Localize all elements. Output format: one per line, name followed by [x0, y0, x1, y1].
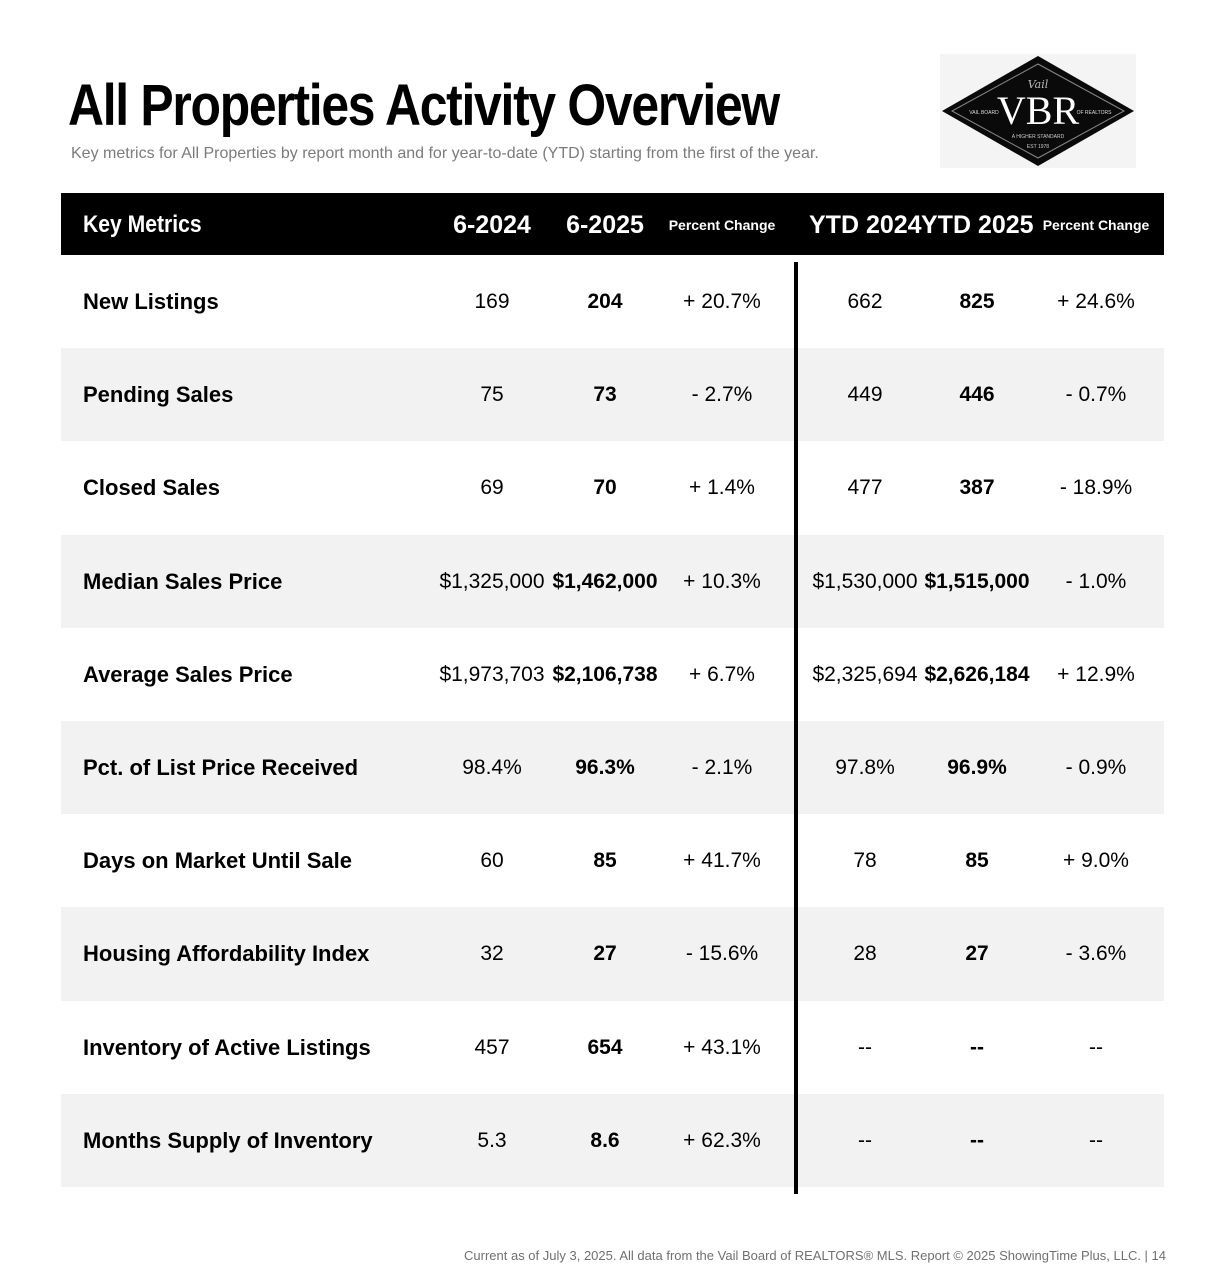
table-row — [61, 1001, 1164, 1094]
ytd-percent-change: -- — [1089, 1128, 1103, 1152]
ytd-2025-value: $2,626,184 — [924, 662, 1030, 686]
month-percent-change: - 2.7% — [691, 383, 753, 407]
month-percent-change: - 15.6% — [685, 942, 759, 966]
table-row — [61, 441, 1164, 534]
month-percent-change: + 6.7% — [689, 662, 755, 686]
ytd-2025-value: 825 — [959, 290, 995, 313]
month-2025-value: 27 — [593, 942, 617, 966]
ytd-2025-value: 96.9% — [947, 755, 1007, 779]
logo-established: EST 1978 — [1026, 144, 1050, 150]
month-2024-value: 98.4% — [462, 755, 522, 779]
ytd-percent-change: + 24.6% — [1057, 290, 1135, 313]
ytd-percent-change: - 18.9% — [1059, 476, 1133, 500]
table-row — [61, 721, 1164, 814]
ytd-2024-value: 78 — [853, 849, 877, 873]
ytd-percent-change: + 12.9% — [1057, 662, 1135, 686]
page-subtitle: Key metrics for All Properties by report month and for year-to-date (YTD) starting from the first of the year. — [71, 145, 819, 162]
month-2025-value: 73 — [593, 383, 617, 407]
metrics-table — [61, 193, 1164, 1187]
month-percent-change: + 62.3% — [683, 1128, 761, 1152]
ytd-2024-value: 28 — [853, 942, 877, 966]
table-row — [61, 814, 1164, 907]
ytd-percent-change: + 9.0% — [1063, 849, 1129, 873]
metric-label: Median Sales Price — [83, 568, 283, 594]
month-2024-value: 32 — [480, 942, 504, 966]
ytd-2024-value: -- — [858, 1035, 872, 1059]
ytd-2024-value: 97.8% — [835, 755, 895, 779]
logo-main: VBR — [996, 88, 1080, 133]
month-2025-value: $1,462,000 — [552, 569, 658, 593]
month-2024-value: 75 — [480, 383, 504, 407]
ytd-2025-value: $1,515,000 — [924, 569, 1030, 593]
month-percent-change: + 20.7% — [683, 290, 761, 313]
month-2024-value: 457 — [474, 1035, 510, 1059]
metric-label: Closed Sales — [83, 475, 220, 501]
logo-tagline: A HIGHER STANDARD — [1011, 134, 1065, 140]
ytd-2024-value: -- — [858, 1128, 872, 1152]
table-header — [61, 193, 1164, 255]
month-2025-value: 85 — [593, 849, 617, 873]
month-2024-value: $1,325,000 — [439, 569, 545, 593]
table-row — [61, 1094, 1164, 1187]
ytd-percent-change: - 0.7% — [1065, 383, 1127, 407]
header-key-metrics: Key Metrics — [83, 211, 202, 238]
table-row — [61, 628, 1164, 721]
header-month-percent-change: Percent Change — [668, 217, 776, 233]
ytd-percent-change: - 3.6% — [1065, 942, 1127, 966]
logo-script: Vail — [1027, 78, 1049, 91]
metric-label: Housing Affordability Index — [83, 941, 370, 967]
vbr-logo — [940, 54, 1136, 168]
table-row — [61, 255, 1164, 348]
ytd-2025-value: 387 — [959, 476, 995, 500]
logo-right-text: OF REALTORS — [1076, 110, 1112, 116]
ytd-2025-value: 85 — [965, 849, 989, 873]
month-percent-change: - 2.1% — [691, 755, 753, 779]
header-ytd-2024: YTD 2024 — [809, 211, 922, 239]
month-percent-change: + 41.7% — [683, 849, 761, 873]
ytd-2024-value: 662 — [847, 290, 883, 313]
ytd-2024-value: 477 — [847, 476, 883, 500]
page-footer: Current as of July 3, 2025. All data from the Vail Board of REALTORS® MLS. Report © 2025 ShowingTime Plus, LLC. | 14 — [464, 1248, 1166, 1263]
ytd-2025-value: -- — [970, 1128, 984, 1152]
table-row — [61, 907, 1164, 1000]
metric-label: Months Supply of Inventory — [83, 1127, 373, 1153]
month-percent-change: + 1.4% — [689, 476, 755, 500]
header-ytd-percent-change: Percent Change — [1042, 217, 1150, 233]
header-ytd-2025: YTD 2025 — [921, 211, 1034, 239]
ytd-2025-value: 27 — [965, 942, 989, 966]
month-2025-value: 8.6 — [590, 1128, 620, 1152]
table-row — [61, 348, 1164, 441]
month-2025-value: 654 — [587, 1035, 623, 1059]
page-title: All Properties Activity Overview — [68, 73, 779, 138]
month-2024-value: 169 — [474, 290, 510, 313]
month-2025-value: 70 — [593, 476, 617, 500]
header-6-2024: 6-2024 — [453, 211, 531, 239]
month-2024-value: $1,973,703 — [439, 662, 545, 686]
ytd-2025-value: -- — [970, 1035, 984, 1059]
metric-label: Pending Sales — [83, 382, 234, 408]
metric-label: Pct. of List Price Received — [83, 754, 359, 780]
metric-label: Inventory of Active Listings — [83, 1034, 371, 1060]
ytd-2024-value: $2,325,694 — [812, 662, 918, 686]
ytd-percent-change: - 0.9% — [1065, 755, 1127, 779]
ytd-2025-value: 446 — [959, 383, 995, 407]
month-2024-value: 60 — [480, 849, 504, 873]
ytd-2024-value: 449 — [847, 383, 883, 407]
metric-label: New Listings — [83, 289, 219, 314]
month-2024-value: 69 — [480, 476, 504, 500]
metric-label: Average Sales Price — [83, 661, 293, 687]
month-2025-value: 96.3% — [575, 755, 635, 779]
ytd-2024-value: $1,530,000 — [812, 569, 918, 593]
logo-left-text: VAIL BOARD — [969, 110, 999, 116]
month-2024-value: 5.3 — [477, 1128, 507, 1152]
ytd-percent-change: - 1.0% — [1065, 569, 1127, 593]
month-percent-change: + 43.1% — [683, 1035, 761, 1059]
month-2025-value: $2,106,738 — [552, 662, 658, 686]
metric-label: Days on Market Until Sale — [83, 848, 352, 874]
month-2025-value: 204 — [587, 290, 623, 313]
ytd-divider-line — [794, 262, 798, 1194]
month-percent-change: + 10.3% — [683, 569, 761, 593]
ytd-percent-change: -- — [1089, 1035, 1103, 1059]
table-row — [61, 535, 1164, 628]
header-6-2025: 6-2025 — [566, 211, 644, 239]
